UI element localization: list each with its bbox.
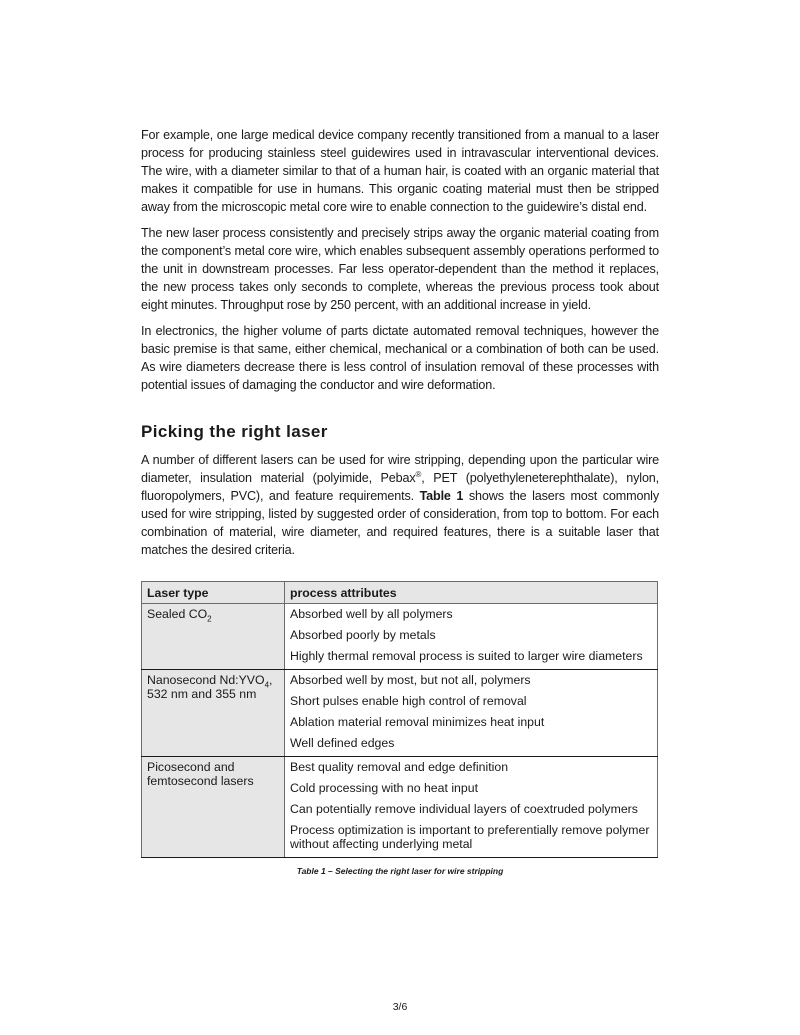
- attribute-item: Absorbed well by most, but not all, polymers: [290, 673, 531, 687]
- attribute-item: Best quality removal and edge definition: [290, 760, 509, 774]
- table-row: [142, 604, 658, 670]
- attribute-item: Short pulses enable high control of removal: [290, 694, 527, 708]
- table-reference: Table 1: [419, 489, 464, 503]
- attribute-item: Can potentially remove individual layers of coextruded polymers: [290, 802, 638, 816]
- column-header-process-attributes: process attributes: [285, 582, 658, 604]
- document-body: [141, 126, 659, 876]
- laser-type-label: Picosecond and femtosecond lasers: [147, 760, 254, 788]
- table-header-row: [142, 582, 658, 604]
- attributes-cell: [285, 604, 658, 670]
- paragraph-electronics: In electronics, the higher volume of parts dictate automated removal techniques, however the basic premise is that same, either chemical, mechanical or a combination of both can be used. As wire diameters decrease there is less control of insulation removal of these processes with potential issues of damaging the conductor and wire deformation.: [141, 324, 659, 392]
- paragraph-text-part2: , PET (polyethyleneterephthalate), nylon, fluoropolymers, PVC), and feature requirements.: [141, 471, 659, 503]
- table-row: [142, 670, 658, 757]
- attributes-cell: [285, 757, 658, 858]
- attribute-item: Absorbed poorly by metals: [290, 628, 436, 642]
- section-heading: Picking the right laser: [141, 422, 328, 441]
- attribute-item: Process optimization is important to preferentially remove polymer without affecting underlying metal: [290, 823, 650, 851]
- laser-type-label: Nanosecond Nd:YVO: [147, 673, 265, 687]
- paragraph-medical-device: For example, one large medical device company recently transitioned from a manual to a laser process for producing stainless steel guidewires used in intravascular interventional devices. The wire, with a diameter similar to that of a human hair, is coated with an organic material that makes it compatible for use in humans. This organic coating material must then be stripped away from the microscopic metal core wire to enable connection to the guidewire’s distal end.: [141, 128, 659, 214]
- registered-mark: ®: [415, 469, 422, 479]
- attribute-item: Well defined edges: [290, 736, 395, 750]
- table-caption: Table 1 – Selecting the right laser for wire stripping: [296, 866, 504, 876]
- attribute-item: Highly thermal removal process is suited to larger wire diameters: [290, 649, 643, 663]
- laser-type-label: Sealed CO: [147, 607, 208, 621]
- laser-type-subscript: 2: [207, 614, 212, 624]
- column-header-laser-type: Laser type: [142, 582, 285, 604]
- laser-type-cell: [142, 757, 285, 858]
- paragraph-text-part3: shows the lasers most commonly used for wire stripping, listed by suggested order of consideration, from top to bottom. For each combination of material, wire diameter, and required features, there is a suitable laser that matches the desired criteria.: [141, 489, 659, 557]
- laser-type-label-rest: , 532 nm and 355 nm: [147, 673, 273, 701]
- attribute-item: Absorbed well by all polymers: [290, 607, 453, 621]
- laser-table: [141, 581, 658, 858]
- paragraph-new-laser-process: The new laser process consistently and precisely strips away the organic material coating from the component’s metal core wire, which enables subsequent assembly operations performed to the unit in downstream processes. Far less operator-dependent than the method it replaces, the new process takes only seconds to complete, whereas the previous process took about eight minutes. Throughput rose by 250 percent, with an additional increase in yield.: [141, 226, 659, 312]
- laser-type-cell: [142, 670, 285, 757]
- laser-type-cell: [142, 604, 285, 670]
- table-row: [142, 757, 658, 858]
- paragraph-text-part1: A number of different lasers can be used for wire stripping, depending upon the particular wire diameter, insulation material (polyimide, Pebax: [141, 453, 659, 485]
- laser-type-subscript: 4: [264, 680, 270, 690]
- page-number: 3/6: [392, 1001, 408, 1013]
- paragraph-picking-laser: [141, 451, 659, 559]
- attributes-cell: [285, 670, 658, 757]
- attribute-item: Ablation material removal minimizes heat input: [290, 715, 545, 729]
- attribute-item: Cold processing with no heat input: [290, 781, 478, 795]
